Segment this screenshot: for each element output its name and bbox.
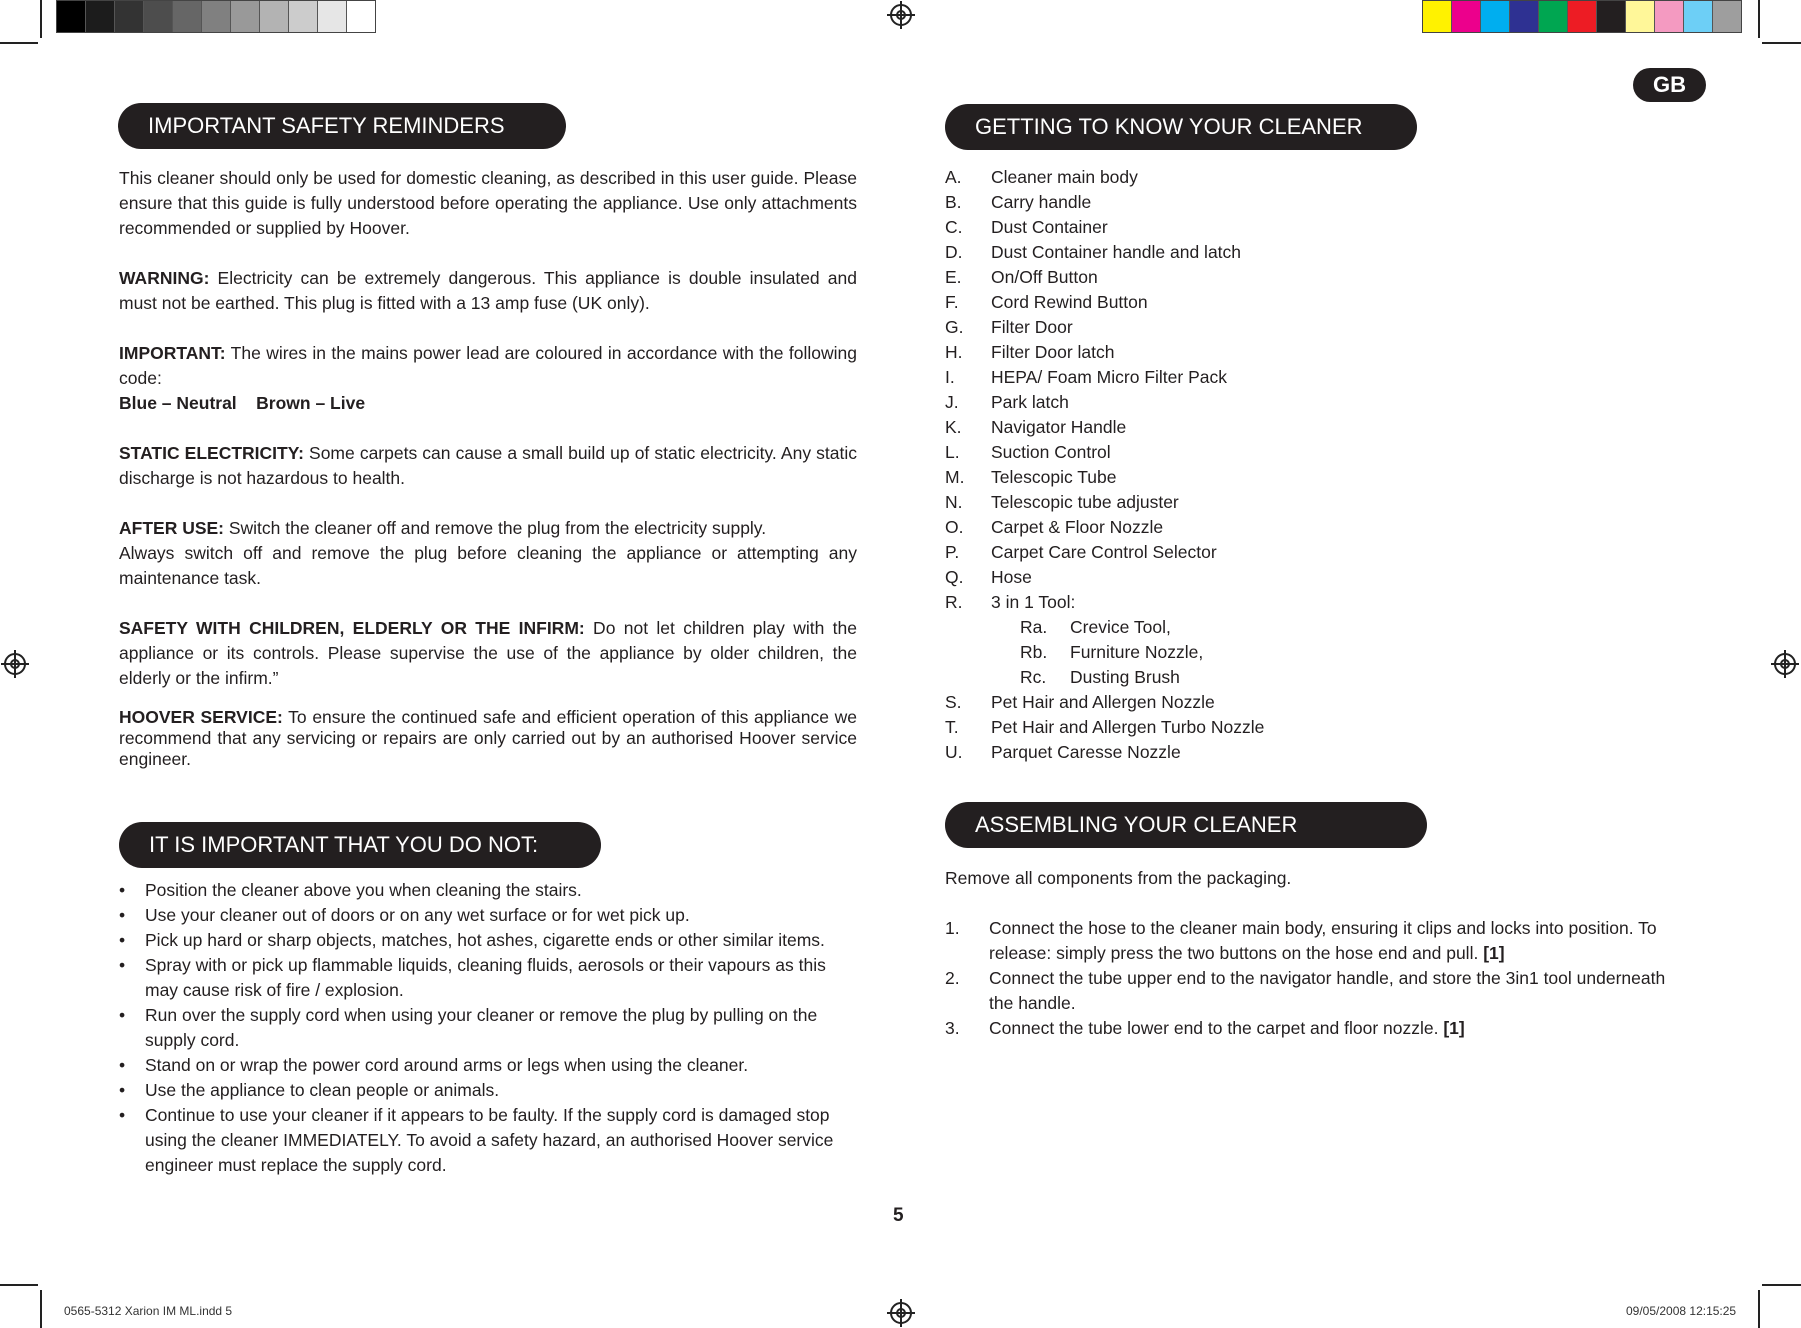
crop-mark [1758,1290,1760,1328]
part-name: Filter Door latch [991,342,1115,362]
part-name: 3 in 1 Tool: [991,592,1076,612]
wire-code: Blue – Neutral Brown – Live [119,393,366,413]
part-item [945,590,1264,615]
color-swatch [144,1,173,32]
crop-mark [0,42,38,44]
part-item [945,665,1264,690]
step-text: Connect the tube lower end to the carpet and floor nozzle. [989,1018,1444,1038]
list-item: • Use your cleaner out of doors or on any wet surface or for wet pick up. [119,903,859,928]
registration-mark [890,4,912,26]
color-swatch [202,1,231,32]
after-use-paragraph: AFTER USE: Switch the cleaner off and remove the plug from the electricity supply. [119,518,767,538]
part-letter: P. [945,542,960,562]
part-item [945,390,1264,415]
part-letter: E. [945,267,962,287]
crop-mark [0,1284,38,1286]
part-letter: L. [945,442,960,462]
part-letter: D. [945,242,963,262]
color-swatch [1597,1,1626,32]
part-name: On/Off Button [991,267,1098,287]
safety-text-block [119,166,857,770]
list-item: • Spray with or pick up flammable liquids, cleaning fluids, aerosols or their vapours as this may cause risk of fire / explosion. [119,953,859,1003]
list-item: • Run over the supply cord when using your cleaner or remove the plug by pulling on the supply cord. [119,1003,859,1053]
part-name: Dust Container [991,217,1108,237]
important-paragraph: IMPORTANT: The wires in the mains power lead are coloured in accordance with the following code: [119,343,857,388]
part-letter: U. [945,742,963,762]
part-letter: B. [945,192,962,212]
part-item [945,290,1264,315]
page-number: 5 [893,1205,904,1226]
assembly-intro: Remove all components from the packaging. [945,868,1292,888]
part-name: Pet Hair and Allergen Nozzle [991,692,1215,712]
step-text-wrap [989,916,1685,966]
color-swatch [1539,1,1568,32]
assembly-step [945,966,1685,1016]
part-item [945,690,1264,715]
part-name: Telescopic Tube [991,467,1117,487]
assembly-step [945,1016,1685,1041]
part-item [945,315,1264,340]
figure-reference: [1] [1443,1018,1465,1038]
safety-reminders-heading: IMPORTANT SAFETY REMINDERS [118,103,566,149]
assembling-heading: ASSEMBLING YOUR CLEANER [945,802,1427,848]
part-item [945,265,1264,290]
part-name: Carpet Care Control Selector [991,542,1217,562]
registration-mark [1774,653,1796,675]
part-letter: Rc. [1020,667,1047,687]
part-name: Park latch [991,392,1069,412]
part-item [945,240,1264,265]
part-name: Pet Hair and Allergen Turbo Nozzle [991,717,1265,737]
part-name: Crevice Tool, [1070,617,1171,637]
crop-mark [1762,42,1801,44]
color-swatch [86,1,115,32]
registration-mark [4,653,26,675]
color-swatch [289,1,318,32]
hoover-service-paragraph: HOOVER SERVICE: To ensure the continued safe and efficient operation of this appliance we recommend that any servicing or repairs are only carried out by an authorised Hoover service engineer. [119,707,857,769]
slug-filename: 0565-5312 Xarion IM ML.indd 5 [64,1304,233,1318]
part-item [945,365,1264,390]
part-name: Suction Control [991,442,1111,462]
static-electricity-paragraph: STATIC ELECTRICITY: Some carpets can cause a small build up of static electricity. Any static discharge is not hazardous to health. [119,443,857,488]
color-swatch [1423,1,1452,32]
color-swatch [231,1,260,32]
color-swatch [318,1,347,32]
part-letter: Ra. [1020,617,1048,637]
part-name: Parquet Caresse Nozzle [991,742,1181,762]
step-text-wrap [989,1016,1465,1041]
part-item [945,165,1264,190]
part-name: Cleaner main body [991,167,1138,187]
part-item [945,515,1264,540]
part-item [945,440,1264,465]
list-item: • Position the cleaner above you when cleaning the stairs. [119,878,859,903]
know-your-cleaner-heading: GETTING TO KNOW YOUR CLEANER [945,104,1417,150]
do-not-list [119,878,859,1178]
part-name: Furniture Nozzle, [1070,642,1204,662]
part-name: HEPA/ Foam Micro Filter Pack [991,367,1227,387]
step-text: Connect the hose to the cleaner main body, ensuring it clips and locks into position. To release: simply press the two buttons on the hose end and pull. [989,918,1657,963]
part-letter: G. [945,317,964,337]
after-use-paragraph-2: Always switch off and remove the plug before cleaning the appliance or attempting any maintenance task. [119,543,857,588]
color-swatch [1568,1,1597,32]
color-swatch [1626,1,1655,32]
language-badge: GB [1633,68,1706,102]
slug-timestamp: 09/05/2008 12:15:25 [1626,1304,1737,1318]
part-item [945,415,1264,440]
grayscale-color-bar [56,0,376,33]
assembly-steps [945,916,1685,1041]
part-item [945,340,1264,365]
part-item [945,740,1264,765]
color-swatch [1684,1,1713,32]
list-item: • Continue to use your cleaner if it appears to be faulty. If the supply cord is damaged stop using the cleaner IMMEDIATELY. To avoid a safety hazard, an authorised Hoover service engineer must replace the supply cord. [119,1103,859,1178]
part-item [945,715,1264,740]
step-number: 2. [945,968,960,988]
part-letter: J. [945,392,959,412]
part-letter: Rb. [1020,642,1048,662]
part-letter: R. [945,592,963,612]
step-text: Connect the tube upper end to the navigator handle, and store the 3in1 tool underneath the handle. [989,968,1666,1013]
part-item [945,540,1264,565]
color-swatch [347,1,375,32]
part-item [945,490,1264,515]
part-letter: T. [945,717,959,737]
part-name: Filter Door [991,317,1073,337]
color-swatch [260,1,289,32]
part-letter: M. [945,467,965,487]
part-item [945,640,1264,665]
part-letter: N. [945,492,963,512]
crop-mark [1758,0,1760,38]
part-name: Carry handle [991,192,1092,212]
part-name: Navigator Handle [991,417,1127,437]
part-letter: C. [945,217,963,237]
part-name: Hose [991,567,1032,587]
color-swatch [1481,1,1510,32]
part-name: Carpet & Floor Nozzle [991,517,1164,537]
registration-mark [890,1302,912,1324]
part-letter: O. [945,517,964,537]
color-swatch [1713,1,1741,32]
part-letter: H. [945,342,963,362]
part-letter: F. [945,292,959,312]
color-swatch [1452,1,1481,32]
color-swatch [1510,1,1539,32]
part-letter: Q. [945,567,964,587]
part-letter: A. [945,167,962,187]
step-number: 3. [945,1018,960,1038]
assembly-step [945,916,1685,966]
part-name: Telescopic tube adjuster [991,492,1179,512]
step-text-wrap [989,966,1685,1016]
list-item: • Pick up hard or sharp objects, matches, hot ashes, cigarette ends or other similar items. [119,928,859,953]
warning-paragraph: WARNING: Electricity can be extremely dangerous. This appliance is double insulated and must not be earthed. This plug is fitted with a 13 amp fuse (UK only). [119,268,857,313]
process-color-bar [1422,0,1742,33]
crop-mark [40,1290,42,1328]
part-name: Cord Rewind Button [991,292,1148,312]
list-item: • Stand on or wrap the power cord around arms or legs when using the cleaner. [119,1053,859,1078]
part-item [945,465,1264,490]
children-safety-paragraph: SAFETY WITH CHILDREN, ELDERLY OR THE INFIRM: Do not let children play with the appliance or its controls. Please supervise the use of the appliance by older children, the elderly or the infirm.” [119,618,857,688]
part-letter: S. [945,692,962,712]
color-swatch [173,1,202,32]
crop-mark [1762,1284,1801,1286]
list-item: • Use the appliance to clean people or animals. [119,1078,859,1103]
part-item [945,215,1264,240]
part-name: Dusting Brush [1070,667,1180,687]
step-number: 1. [945,918,960,938]
parts-list [945,165,1264,765]
part-name: Dust Container handle and latch [991,242,1242,262]
part-item [945,615,1264,640]
part-item [945,190,1264,215]
part-letter: I. [945,367,955,387]
color-swatch [57,1,86,32]
figure-reference: [1] [1483,943,1505,963]
part-letter: K. [945,417,962,437]
do-not-heading: IT IS IMPORTANT THAT YOU DO NOT: [119,822,601,868]
part-item [945,565,1264,590]
intro-paragraph: This cleaner should only be used for domestic cleaning, as described in this user guide. Please ensure that this guide is fully understood before operating the appliance. Use only attachments recommended or supplied by Hoover. [119,168,857,238]
color-swatch [115,1,144,32]
crop-mark [40,0,42,38]
color-swatch [1655,1,1684,32]
